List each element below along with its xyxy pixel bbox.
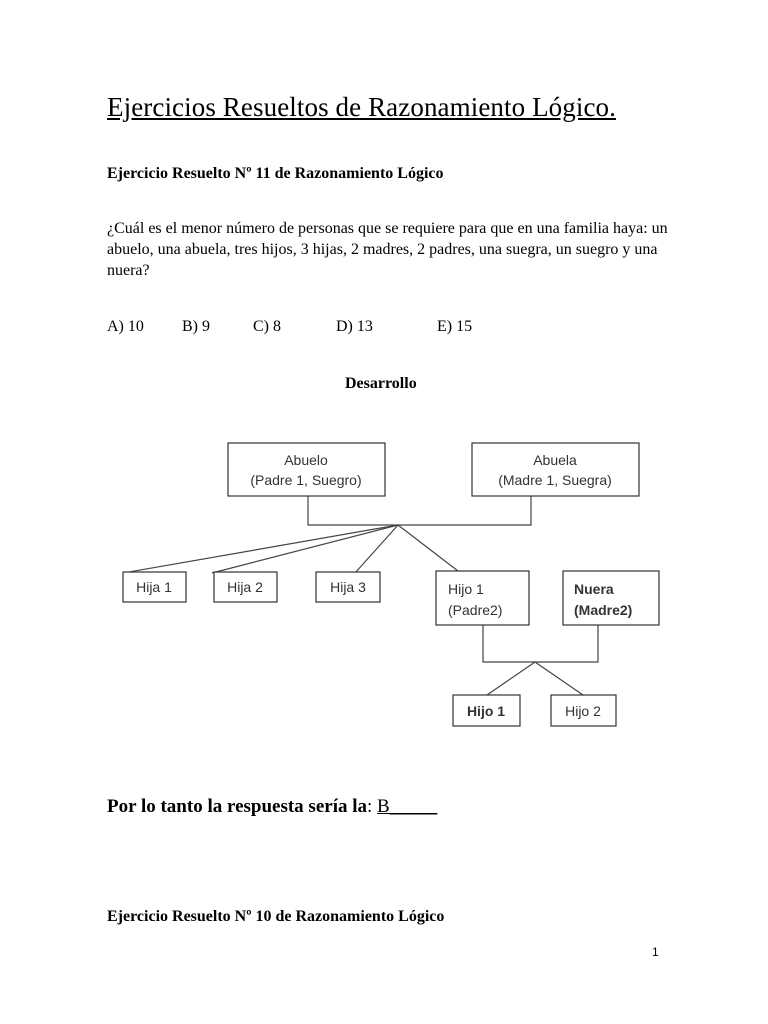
- document-title: Ejercicios Resueltos de Razonamiento Lógico.: [107, 92, 617, 122]
- svg-text:Hijo 1: Hijo 1: [466, 703, 506, 719]
- connector-hija2: [212, 525, 398, 573]
- option-e: E) 15: [437, 318, 473, 335]
- svg-text:Nuera: Nuera: [574, 581, 614, 597]
- svg-text:(Madre2): (Madre2): [574, 602, 633, 618]
- node-abuela-name: Abuela: [533, 452, 577, 468]
- answer-colon: :: [367, 796, 378, 817]
- svg-text:Hija 1: Hija 1: [136, 579, 172, 595]
- exercise-11-heading: Ejercicio Resuelto Nº 11 de Razonamiento Lógico: [107, 165, 444, 182]
- option-c: C) 8: [253, 318, 281, 335]
- svg-text:Hija 2: Hija 2: [227, 579, 263, 595]
- node-hija-3: [316, 572, 380, 602]
- node-abuela: [472, 443, 639, 496]
- connector-hija1: [123, 525, 398, 573]
- parents-connector: [483, 625, 598, 662]
- connector-hijo1: [398, 525, 458, 571]
- option-a: A) 10: [107, 318, 144, 335]
- node-abuelo-name: Abuelo: [284, 452, 328, 468]
- svg-text:(Padre2): (Padre2): [448, 602, 503, 618]
- connector-nieto2: [535, 662, 583, 695]
- node-abuelo: [228, 443, 385, 496]
- exercise-10-heading: Ejercicio Resuelto Nº 10 de Razonamiento Lógico: [107, 908, 445, 925]
- grandparents-connector: [308, 496, 531, 525]
- node-nieto-2: [551, 695, 616, 726]
- connector-hija3: [355, 525, 398, 573]
- svg-text:Hijo 2: Hijo 2: [565, 703, 601, 719]
- answer-label: Por lo tanto la respuesta sería la: [107, 796, 367, 817]
- svg-text:Hija 3: Hija 3: [330, 579, 366, 595]
- option-d: D) 13: [336, 318, 373, 335]
- node-hija-1: [123, 572, 186, 602]
- node-hija-2: [214, 572, 277, 602]
- node-nieto-1: [453, 695, 520, 726]
- svg-text:Hijo 1: Hijo 1: [448, 581, 484, 597]
- exercise-11-question: ¿Cuál es el menor número de personas que se requiere para que en una familia haya: un abuelo, una abuela, tres hijos, 3 hijas, 2 madres, 2 padres, una suegra, un suegro y una nuera?: [107, 220, 668, 279]
- node-nuera: [563, 571, 659, 625]
- connector-nieto1: [487, 662, 535, 695]
- option-b: B) 9: [182, 318, 210, 335]
- answer-value: B_____: [377, 796, 438, 817]
- node-abuela-roles: (Madre 1, Suegra): [498, 472, 612, 488]
- node-abuelo-roles: (Padre 1, Suegro): [250, 472, 362, 488]
- node-hijo-1: [436, 571, 529, 625]
- answer-line: [107, 796, 437, 818]
- page-number: 1: [652, 945, 659, 959]
- development-heading: Desarrollo: [345, 375, 417, 392]
